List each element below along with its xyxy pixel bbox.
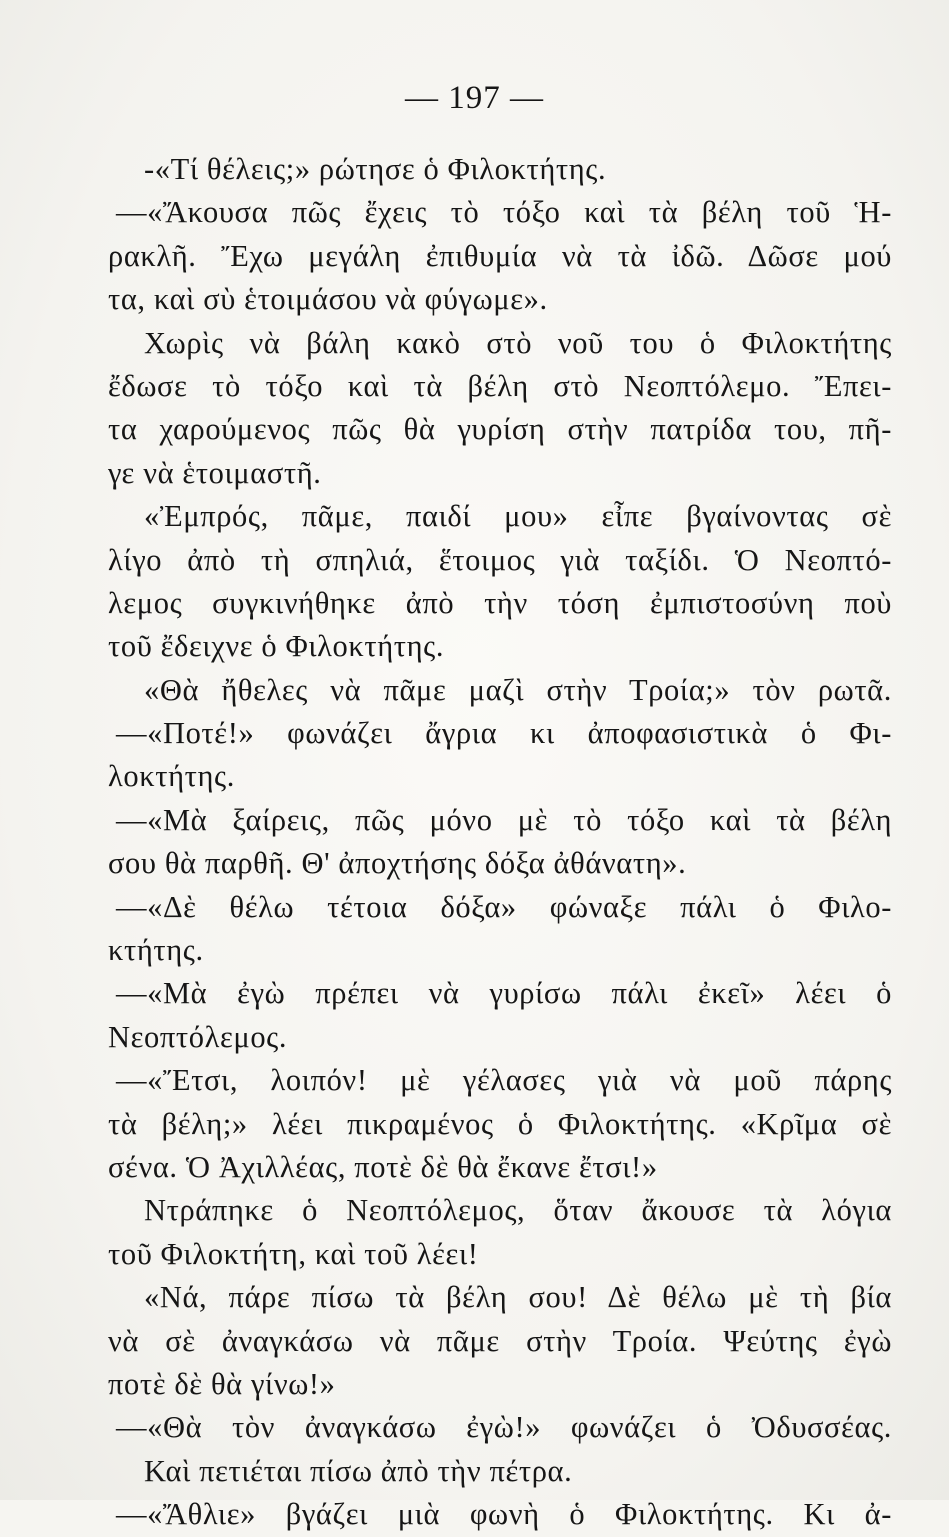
text-line: —«Ἄθλιε» βγάζει μιὰ φωνὴ ὁ Φιλοκτήτης. Κι ἀ- (116, 1497, 892, 1532)
text-line: -«Τί θέλεις;» ρώτησε ὁ Φιλοκτήτης. (144, 152, 607, 186)
body-text (108, 148, 892, 1537)
text-line: Καὶ πετιέται πίσω ἀπὸ τὴν πέτρα. (144, 1453, 573, 1488)
text-line: —«Ἄκουσα πῶς ἔχεις τὸ τόξο καὶ τὰ βέλη τοῦ Ἡ- (116, 195, 892, 230)
text-line: ρακλῆ. Ἔχω μεγάλη ἐπιθυμία νὰ τὰ ἰδῶ. Δῶσε μού (108, 238, 892, 273)
text-line: τοῦ Φιλοκτήτη, καὶ τοῦ λέει! (108, 1236, 479, 1271)
text-line: —«Ποτέ!» φωνάζει ἄγρια κι ἀποφασιστικὰ ὁ Φι- (116, 716, 892, 751)
text-line: «Ἐμπρός, πᾶμε, παιδί μου» εἶπε βγαίνοντας σὲ (144, 499, 892, 534)
text-line: λοκτήτης. (108, 759, 235, 794)
text-line: —«Θὰ τὸν ἀναγκάσω ἐγὼ!» φωνάζει ὁ Ὀδυσσέας. (116, 1410, 892, 1445)
text-line: ποτὲ δὲ θὰ γίνω!» (108, 1366, 336, 1401)
text-line: τοῦ ἔδειχνε ὁ Φιλοκτήτης. (108, 629, 445, 664)
page-number: — 197 — (405, 80, 544, 116)
text-line: Νεοπτόλεμος. (108, 1019, 288, 1054)
text-line: —«Μὰ ξαίρεις, πῶς μόνο μὲ τὸ τόξο καὶ τὰ βέλη (116, 802, 892, 837)
text-line: ἔδωσε τὸ τόξο καὶ τὰ βέλη στὸ Νεοπτόλεμο. Ἔπει- (108, 368, 892, 403)
text-line: —«Μὰ ἐγὼ πρέπει νὰ γυρίσω πάλι ἐκεῖ» λέει ὁ (116, 976, 892, 1011)
text-line: «Θὰ ἤθελες νὰ πᾶμε μαζὶ στὴν Τροία;» τὸν ρωτᾶ. (144, 672, 892, 707)
text-line: —«Δὲ θέλω τέτοια δόξα» φώναξε πάλι ὁ Φιλο- (116, 889, 892, 924)
text-line: κτήτης. (108, 933, 204, 968)
text-line: τα χαρούμενος πῶς θὰ γυρίση στὴν πατρίδα του, πῆ- (108, 412, 892, 447)
text-line: Χωρὶς νὰ βάλη κακὸ στὸ νοῦ του ὁ Φιλοκτήτης (144, 325, 892, 360)
text-line: —«Ἔτσι, λοιπόν! μὲ γέλασες γιὰ νὰ μοῦ πάρης (116, 1063, 892, 1098)
text-line: λίγο ἀπὸ τὴ σπηλιά, ἕτοιμος γιὰ ταξίδι. Ὁ Νεοπτό- (108, 542, 892, 577)
text-line: «Νά, πάρε πίσω τὰ βέλη σου! Δὲ θέλω μὲ τὴ βία (144, 1280, 892, 1315)
text-line: τὰ βέλη;» λέει πικραμένος ὁ Φιλοκτήτης. «Κρῖμα σὲ (108, 1106, 892, 1141)
text-line: νὰ σὲ ἀναγκάσω νὰ πᾶμε στὴν Τροία. Ψεύτης ἐγὼ (108, 1323, 892, 1358)
text-line: τα, καὶ σὺ ἑτοιμάσου νὰ φύγωμε». (108, 282, 548, 317)
text-line: σου θὰ παρθῆ. Θ' ἀποχτήσης δόξα ἀθάνατη». (108, 846, 687, 881)
text-line: λεμος συγκινήθηκε ἀπὸ τὴν τόση ἐμπιστοσύνη ποὺ (108, 585, 892, 620)
text-line: Ντράπηκε ὁ Νεοπτόλεμος, ὅταν ἄκουσε τὰ λόγια (144, 1193, 892, 1228)
text-line: σένα. Ὁ Ἀχιλλέας, ποτὲ δὲ θὰ ἔκανε ἔτσι!» (108, 1149, 658, 1184)
text-line: γε νὰ ἑτοιμαστῆ. (108, 455, 322, 490)
